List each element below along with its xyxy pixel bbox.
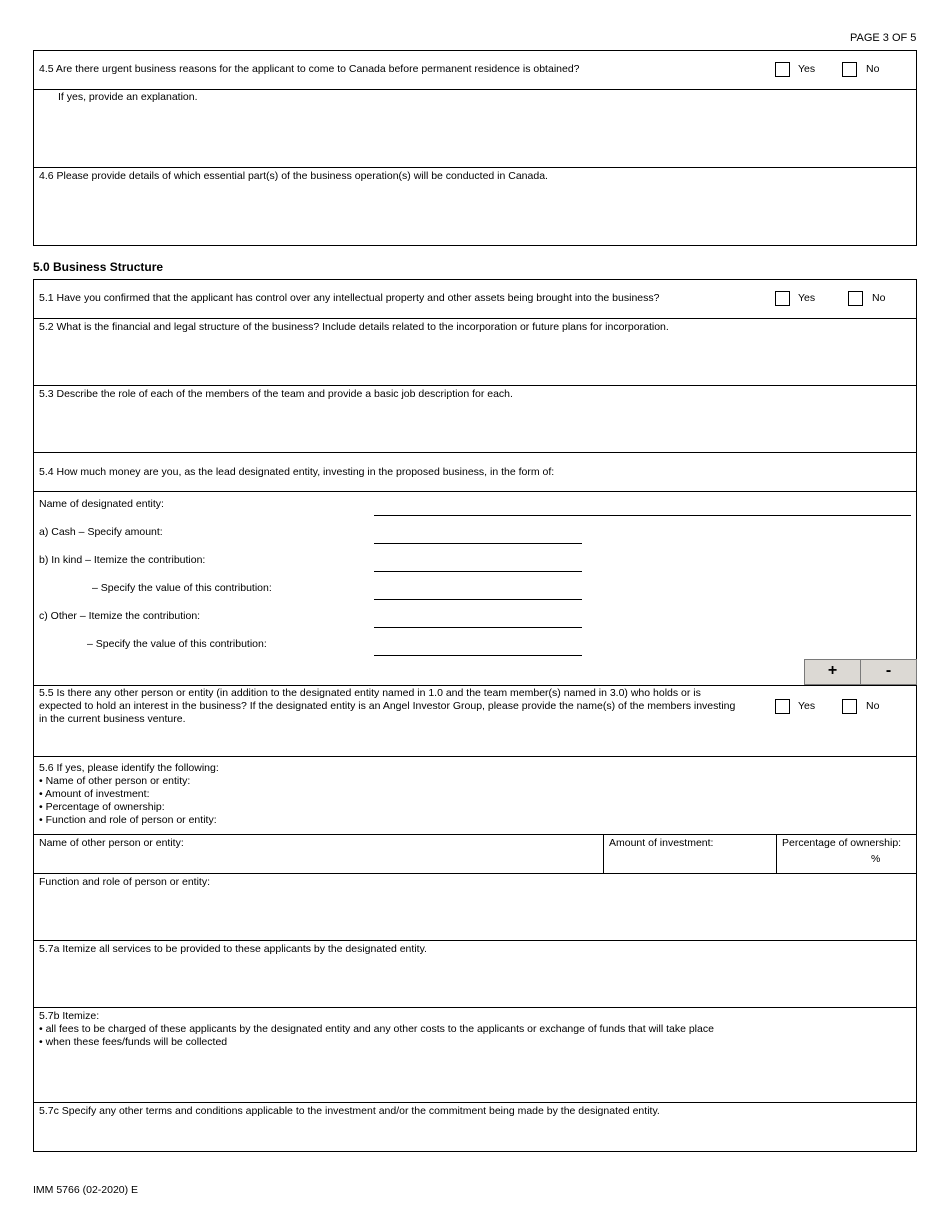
in-kind-value-label: – Specify the value of this contribution: <box>92 582 272 594</box>
divider <box>33 318 917 319</box>
yes-label: Yes <box>798 63 816 75</box>
column-divider <box>603 834 604 873</box>
q5-3-input[interactable] <box>40 403 910 447</box>
question-5-6-line: 5.6 If yes, please identify the following: <box>39 762 219 774</box>
other-entity-name-input[interactable] <box>40 852 598 868</box>
percentage-of-ownership-input[interactable] <box>783 852 865 868</box>
cash-amount-field[interactable] <box>374 543 582 544</box>
question-5-6-line: • Name of other person or entity: <box>39 775 191 787</box>
amount-of-investment-input[interactable] <box>610 852 770 868</box>
no-label: No <box>872 292 886 304</box>
in-kind-value-field[interactable] <box>374 599 582 600</box>
divider <box>33 452 917 453</box>
divider <box>33 491 917 492</box>
question-5-7b-line-1: 5.7b Itemize: <box>39 1010 100 1022</box>
add-button[interactable]: + <box>804 659 861 685</box>
designated-entity-name-label: Name of designated entity: <box>39 498 164 510</box>
question-5-5-line-3: in the current business venture. <box>39 713 186 725</box>
q4-5-no-checkbox[interactable] <box>842 62 857 77</box>
question-5-5-line-2: expected to hold an interest in the business? If the designated entity is an Angel Investor Group, please provide the name(s) of the members investing <box>39 700 736 712</box>
q5-7c-input[interactable] <box>40 1120 910 1147</box>
in-kind-itemize-field[interactable] <box>374 571 582 572</box>
percentage-of-ownership-label: Percentage of ownership: <box>782 837 902 849</box>
divider <box>33 1102 917 1103</box>
question-5-4: 5.4 How much money are you, as the lead designated entity, investing in the proposed business, in the form of: <box>39 466 555 478</box>
q5-5-yes-checkbox[interactable] <box>775 699 790 714</box>
question-5-7c: 5.7c Specify any other terms and conditions applicable to the investment and/or the commitment being made by the designated entity. <box>39 1105 660 1117</box>
question-5-7a: 5.7a Itemize all services to be provided to these applicants by the designated entity. <box>39 943 427 955</box>
remove-button[interactable]: - <box>860 659 917 685</box>
question-5-3: 5.3 Describe the role of each of the members of the team and provide a basic job description for each. <box>39 388 513 400</box>
function-role-label: Function and role of person or entity: <box>39 876 211 888</box>
in-kind-label: b) In kind – Itemize the contribution: <box>39 554 206 566</box>
no-label: No <box>866 63 880 75</box>
q5-5-no-checkbox[interactable] <box>842 699 857 714</box>
question-5-6-line: • Percentage of ownership: <box>39 801 165 813</box>
divider <box>33 1007 917 1008</box>
q5-7b-input[interactable] <box>40 1052 910 1097</box>
divider <box>33 385 917 386</box>
question-5-7b-line-3: • when these fees/funds will be collected <box>39 1036 228 1048</box>
question-5-6-line: • Amount of investment: <box>39 788 150 800</box>
q4-5-explain-label: If yes, provide an explanation. <box>58 91 198 103</box>
yes-label: Yes <box>798 292 816 304</box>
designated-entity-name-field[interactable] <box>374 515 911 516</box>
function-role-input[interactable] <box>40 891 910 935</box>
q5-7a-input[interactable] <box>40 958 910 1002</box>
question-5-5-line-1: 5.5 Is there any other person or entity (in addition to the designated entity named in 1.0 and the team member(s) named in 3.0) who holds or is <box>39 687 701 699</box>
question-5-1: 5.1 Have you confirmed that the applicant has control over any intellectual property and other assets being brought into the business? <box>39 292 660 304</box>
column-divider <box>776 834 777 873</box>
q4-6-details-input[interactable] <box>40 185 910 241</box>
divider <box>33 873 917 874</box>
divider <box>33 940 917 941</box>
yes-label: Yes <box>798 700 816 712</box>
q5-1-no-checkbox[interactable] <box>848 291 863 306</box>
cash-label: a) Cash – Specify amount: <box>39 526 163 538</box>
question-5-6-line: • Function and role of person or entity: <box>39 814 217 826</box>
divider <box>33 756 917 757</box>
other-itemize-field[interactable] <box>374 627 582 628</box>
question-4-5: 4.5 Are there urgent business reasons for the applicant to come to Canada before permanent residence is obtained? <box>39 63 580 75</box>
divider <box>33 834 917 835</box>
question-4-6: 4.6 Please provide details of which essential part(s) of the business operation(s) will be conducted in Canada. <box>39 170 548 182</box>
other-value-label: – Specify the value of this contribution: <box>87 638 267 650</box>
amount-of-investment-label: Amount of investment: <box>609 837 714 849</box>
divider <box>33 89 917 90</box>
other-label: c) Other – Itemize the contribution: <box>39 610 201 622</box>
form-id: IMM 5766 (02-2020) E <box>33 1184 139 1196</box>
divider <box>33 167 917 168</box>
question-5-2: 5.2 What is the financial and legal structure of the business? Include details related to the incorporation or future plans for incorporation. <box>39 321 669 333</box>
other-value-field[interactable] <box>374 655 582 656</box>
percent-sign: % <box>871 853 881 865</box>
q4-5-yes-checkbox[interactable] <box>775 62 790 77</box>
q5-2-input[interactable] <box>40 336 910 380</box>
q4-5-explanation-input[interactable] <box>40 106 910 162</box>
other-entity-name-label: Name of other person or entity: <box>39 837 184 849</box>
no-label: No <box>866 700 880 712</box>
page-number: PAGE 3 OF 5 <box>850 32 917 44</box>
divider <box>33 685 917 686</box>
question-5-7b-line-2: • all fees to be charged of these applicants by the designated entity and any other costs to the applicants or exchange of funds that will take place <box>39 1023 714 1035</box>
section-title: 5.0 Business Structure <box>33 260 164 274</box>
q5-1-yes-checkbox[interactable] <box>775 291 790 306</box>
